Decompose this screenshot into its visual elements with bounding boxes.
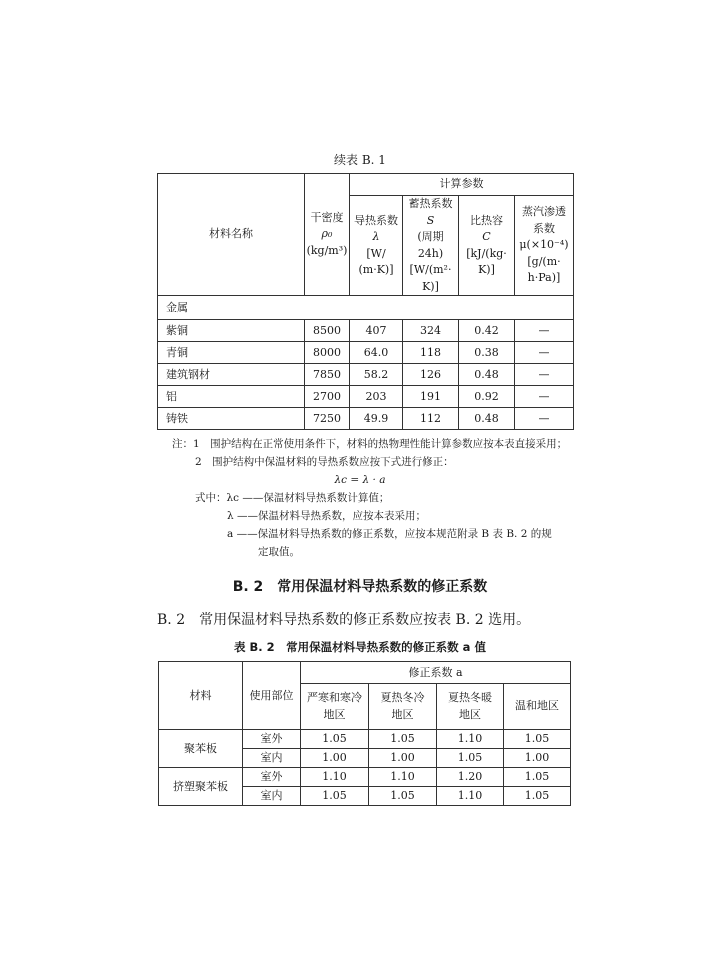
- table-b2: [158, 661, 571, 806]
- table-row: 青铜 8000 64.0 118 0.38 —: [158, 342, 574, 364]
- table-row: 铸铁 7250 49.9 112 0.48 —: [158, 408, 574, 430]
- header-zone-hot-summer-warm-winter: 夏热冬暖地区: [437, 684, 504, 730]
- note-2: 2 围护结构中保温材料的导热系数应按下式进行修正：: [195, 456, 454, 468]
- material-xps: 挤塑聚苯板: [159, 768, 243, 806]
- material-eps: 聚苯板: [159, 730, 243, 768]
- note-1: 注：1 围护结构在正常使用条件下，材料的热物理性能计算参数应按本表直接采用；: [172, 438, 568, 450]
- header-vapor-permeability: 蒸汽渗透 系数 μ(×10⁻⁴) [g/(m· h·Pa)]: [515, 196, 574, 296]
- note-where: 式中：λc ——保温材料导热系数计算值；: [195, 492, 390, 504]
- table-row: 挤塑聚苯板 室外 1.10 1.10 1.20 1.05: [159, 768, 571, 787]
- table-row: 室内 1.00 1.00 1.05 1.00: [159, 749, 571, 768]
- table-row: 建筑钢材 7850 58.2 126 0.48 —: [158, 364, 574, 386]
- header-density: 干密度 ρ₀ (kg/m³): [305, 174, 350, 296]
- table-row: 室内 1.05 1.05 1.10 1.05: [159, 787, 571, 806]
- table-row: 聚苯板 室外 1.05 1.05 1.10 1.05: [159, 730, 571, 749]
- clause-b2: B. 2 常用保温材料导热系数的修正系数应按表 B. 2 选用。: [157, 612, 531, 628]
- header-conductivity: 导热系数 λ [W/ (m·K)]: [350, 196, 403, 296]
- formula: λc = λ · a: [334, 474, 386, 486]
- header-specific-heat: 比热容 C [kJ/(kg· K)]: [459, 196, 515, 296]
- table1-caption: 续表 B. 1: [334, 153, 386, 167]
- header-calc-params: 计算参数: [350, 174, 574, 196]
- header-zone-severe-cold: 严寒和寒冷地区: [301, 684, 369, 730]
- note-lambda: λ ——保温材料导热系数，应按本表采用；: [227, 510, 426, 522]
- section-heading: B. 2 常用保温材料导热系数的修正系数: [232, 579, 488, 595]
- header-material-name: 材料名称: [158, 174, 305, 296]
- header-material: 材料: [159, 662, 243, 730]
- header-zone-mild: 温和地区: [504, 684, 571, 730]
- header-zone-hot-summer-cold-winter: 夏热冬冷地区: [369, 684, 437, 730]
- table-b1: [157, 173, 574, 430]
- header-heat-storage: 蓄热系数 S (周期 24h) [W/(m²· K)]: [403, 196, 459, 296]
- category-row: 金属: [158, 296, 574, 320]
- header-location: 使用部位: [243, 662, 301, 730]
- table-row: 紫铜 8500 407 324 0.42 —: [158, 320, 574, 342]
- note-a-cont: 定取值。: [258, 546, 300, 558]
- note-a: a ——保温材料导热系数的修正系数，应按本规范附录 B 表 B. 2 的规: [227, 528, 552, 540]
- table2-caption: 表 B. 2 常用保温材料导热系数的修正系数 a 值: [234, 640, 486, 654]
- table-row: 铝 2700 203 191 0.92 —: [158, 386, 574, 408]
- header-correction-coefficient: 修正系数 a: [301, 662, 571, 684]
